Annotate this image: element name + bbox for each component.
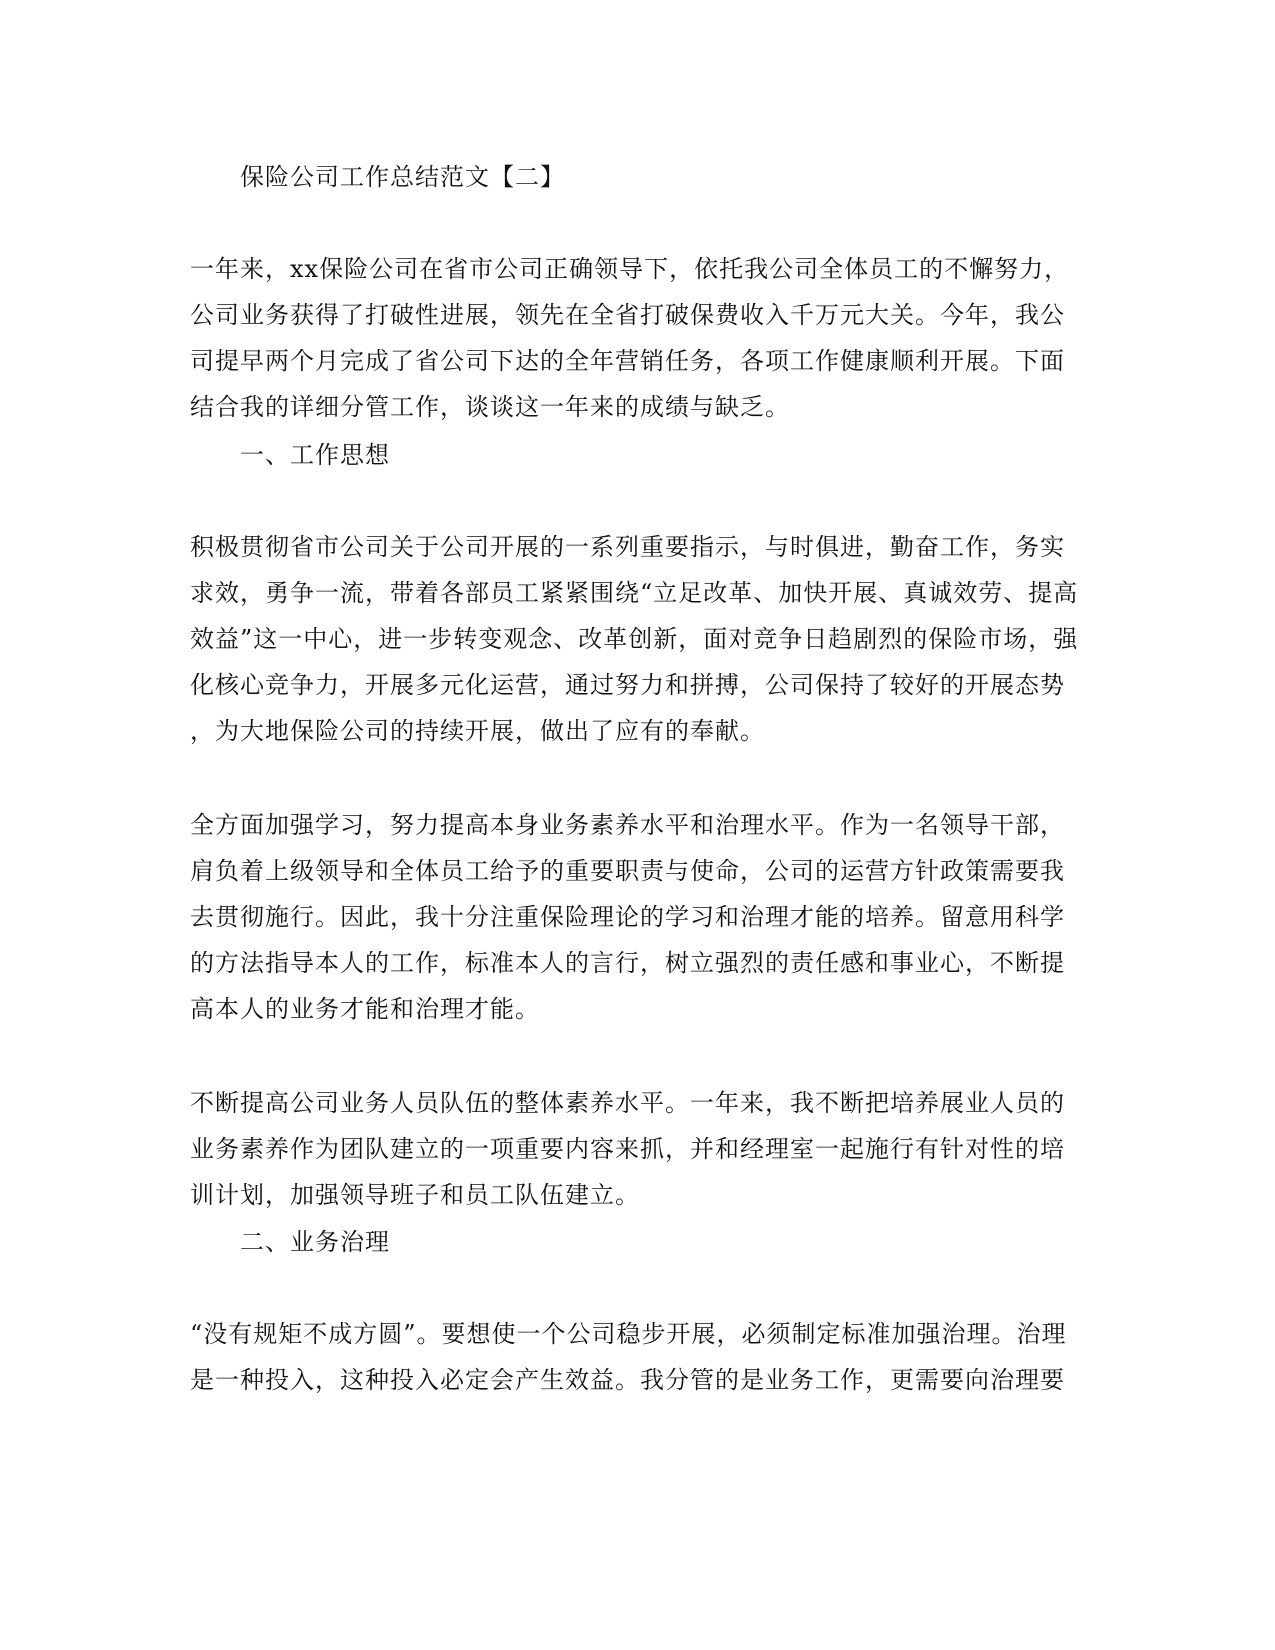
paragraph3-line: 高本人的业务才能和治理才能。 xyxy=(190,995,540,1023)
paragraph1-line: 一年来，xx保险公司在省市公司正确领导下，依托我公司全体员工的不懈努力， xyxy=(190,255,1070,283)
paragraph2-line: ，为大地保险公司的持续开展，做出了应有的奉献。 xyxy=(190,717,765,745)
paragraph2-line: 效益”这一中心，进一步转变观念、改革创新，面对竞争日趋剧烈的保险市场，强 xyxy=(190,625,1079,653)
paragraph4-line: 不断提高公司业务人员队伍的整体素养水平。一年来，我不断把培养展业人员的 xyxy=(190,1089,1065,1117)
paragraph2-line: 积极贯彻省市公司关于公司开展的一系列重要指示，与时俱进，勤奋工作，务实 xyxy=(190,533,1065,561)
paragraph3-line: 全方面加强学习，努力提高本身业务素养水平和治理水平。作为一名领导干部， xyxy=(190,811,1065,839)
paragraph1-line: 公司业务获得了打破性进展，领先在全省打破保费收入千万元大关。今年，我公 xyxy=(190,301,1065,329)
paragraph5-line: 是一种投入，这种投入必定会产生效益。我分管的是业务工作，更需要向治理要 xyxy=(190,1366,1065,1394)
paragraph3-line: 肩负着上级领导和全体员工给予的重要职责与使命，公司的运营方针政策需要我 xyxy=(190,857,1065,885)
paragraph5-line: “没有规矩不成方圆”。要想使一个公司稳步开展，必须制定标准加强治理。治理 xyxy=(190,1320,1067,1348)
paragraph1-line: 司提早两个月完成了省公司下达的全年营销任务，各项工作健康顺利开展。下面 xyxy=(190,347,1065,375)
document-title: 保险公司工作总结范文【二】 xyxy=(240,163,565,191)
paragraph2-line: 求效，勇争一流，带着各部员工紧紧围绕“立足改革、加快开展、真诚效劳、提高 xyxy=(190,579,1079,607)
paragraph3-line: 去贯彻施行。因此，我十分注重保险理论的学习和治理才能的培养。留意用科学 xyxy=(190,903,1065,931)
section1-heading: 一、工作思想 xyxy=(240,441,390,469)
section2-heading: 二、业务治理 xyxy=(240,1228,390,1256)
paragraph1-line: 结合我的详细分管工作，谈谈这一年来的成绩与缺乏。 xyxy=(190,393,790,421)
paragraph3-line: 的方法指导本人的工作，标准本人的言行，树立强烈的责任感和事业心，不断提 xyxy=(190,949,1065,977)
paragraph4-line: 业务素养作为团队建立的一项重要内容来抓，并和经理室一起施行有针对性的培 xyxy=(190,1135,1065,1163)
paragraph2-line: 化核心竞争力，开展多元化运营，通过努力和拼搏，公司保持了较好的开展态势 xyxy=(190,671,1065,699)
paragraph4-line: 训计划，加强领导班子和员工队伍建立。 xyxy=(190,1181,640,1209)
